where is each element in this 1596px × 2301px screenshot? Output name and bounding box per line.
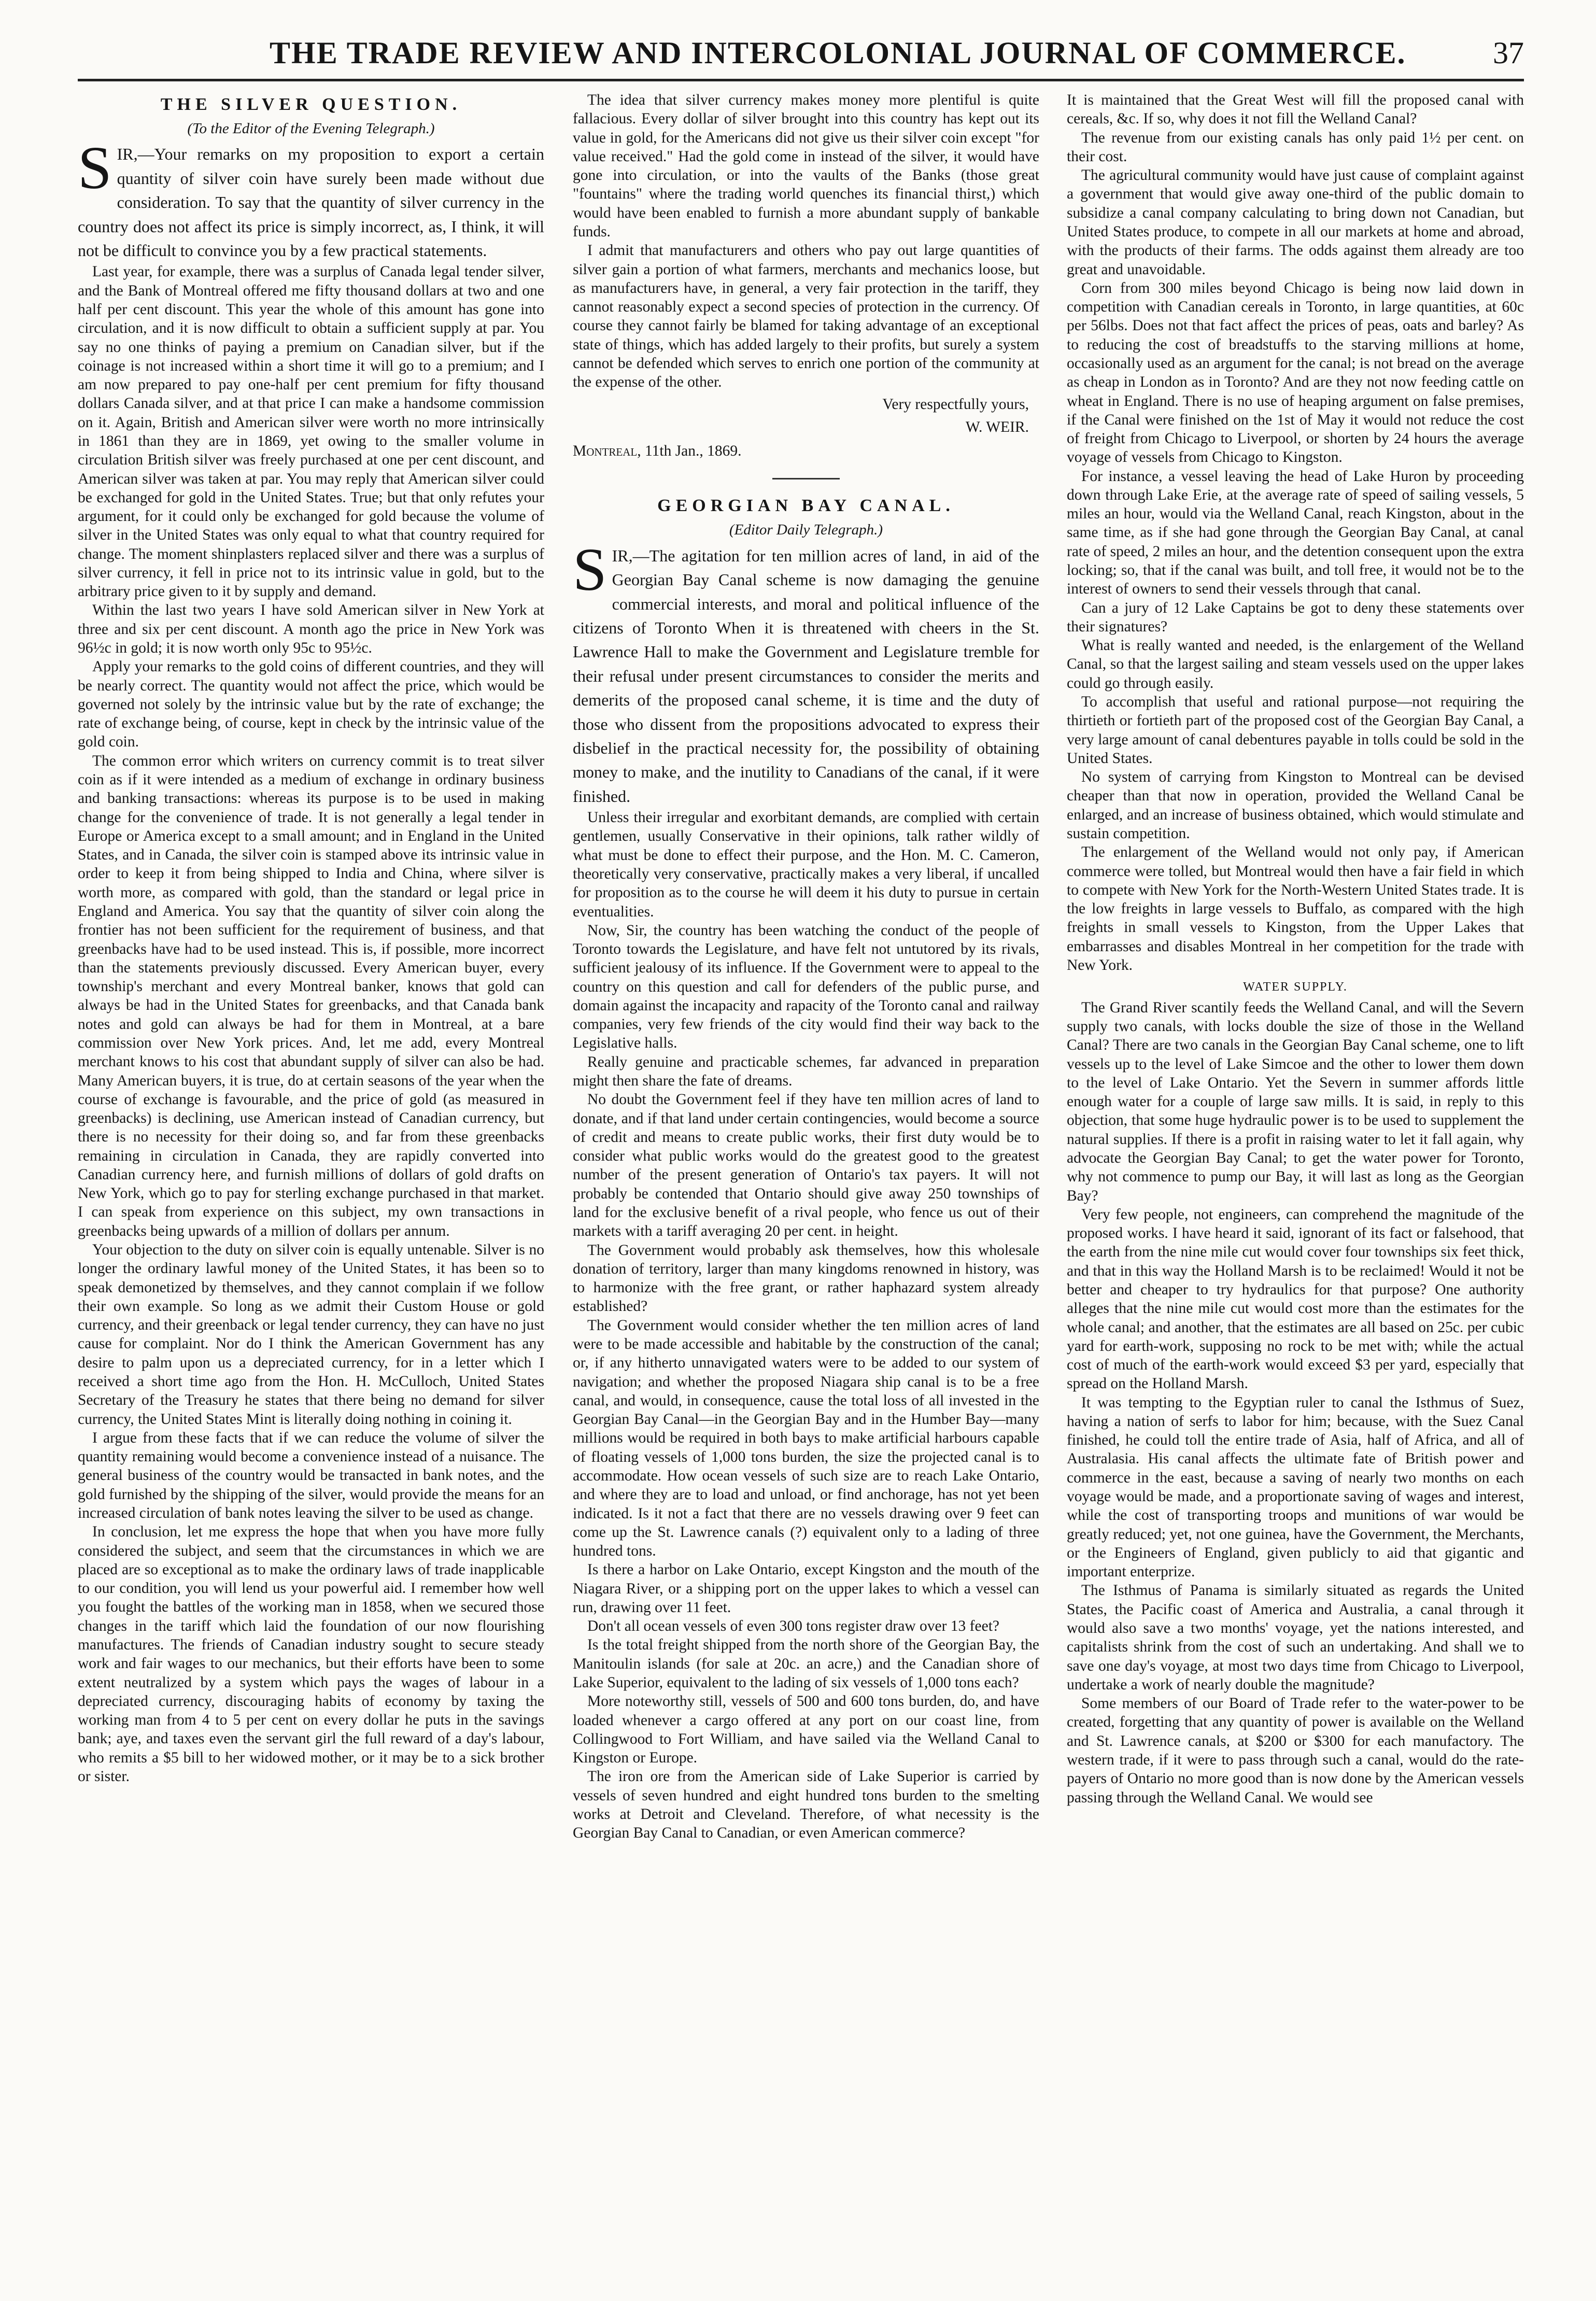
closing-line: Very respectfully yours, (882, 396, 1029, 413)
article-paragraph: To accomplish that useful and rational purpose—not requiring the thirtieth or fortieth part of the proposed cost of the Georgian Bay Canal, a very large amount of canal debentures payable in tolls could be sold in the United States. (1067, 694, 1524, 767)
article-paragraph: Apply your remarks to the gold coins of different countries, and they will be nearly correct. The quantity would not affect the price, which would be governed not solely by the intrinsic value but by the rate of exchange; the rate of exchange being, of course, kept in check by the intrinsic value of the gold coin. (78, 658, 544, 751)
article-paragraph: Really genuine and practicable schemes, far advanced in preparation might then share the fate of dreams. (573, 1053, 1039, 1090)
dateline (573, 442, 1039, 460)
silver-lead-paragraph (78, 134, 544, 262)
article-paragraph: No doubt the Government feel if they have ten million acres of land to donate, and if that land under certain contingencies, would become a source of credit and means to create public works, their first duty would be to consider what public works would do the greatest good to the greatest number of the present generation of Ontario's tax payers. It will not probably be contended that Ontario should give away 250 townships of land for the exclusive benefit of a rival people, who fence us out of their markets with a tariff averaging 20 per cent. in height. (573, 1091, 1039, 1240)
article-paragraph: Last year, for example, there was a surplus of Canada legal tender silver, and the Bank of Montreal offered me fifty thousand dollars at two and one half per cent discount. This year the whole of this amount has gone into circulation, and it is now difficult to obtain a sufficient supply at par. You say no one thinks of paying a premium on Canadian silver, but if the coinage is not increased within a short time it will go to a premium; and I am now prepared to pay one-half per cent premium for fifty thousand dollars Canada silver, and at that price I can make a handsome commission on it. Again, British and American silver were worth no more intrinsically in 1861 than they are in 1869, yet owing to the smaller volume in circulation British silver was freely purchased at one per cent discount, and American silver was taken at par. You may reply that American silver could be exchanged for gold in the United States. True; but that only refutes your argument, for it could only be exchanged for gold because the volume of silver in the United States was only equal to what that country required for change. The moment shinplasters replaced silver and there was a surplus of silver currency, it fell in price not to its intrinsic value in gold, but to the arbitrary price given to it by supply and demand. (78, 263, 544, 600)
article-paragraph: The common error which writers on currency commit is to treat silver coin as if it were intended as a medium of exchange in ordinary business and banking transactions: whereas its purpose is to be used in making change for the convenience of trade. It is not generally a legal tender in Europe or America except to a small amount; and in England in the United States, and in Canada, the silver coin is stamped above its intrinsic value in order to keep it from being shipped to India and China, where silver is worth more, as compared with gold, than the standard or legal price in England and America. You say that the quantity of silver coin along the frontier has not been sufficient for the requirement of business, and that greenbacks have had to be used instead. This is, if possible, more incorrect than the statements previously discussed. Every American buyer, every township's merchant and every Montreal banker, knows that gold can always be had in the United States for greenbacks, and that Canada bank notes and gold can always be had for them in Montreal, at a bare commission over New York prices. And, let me add, every Montreal merchant knows to his cost that abundant supply of silver can also be had. Many American buyers, it is true, do at certain seasons of the year when the course of exchange is favourable, and the price of gold (as measured in greenbacks) is declining, use American instead of Canadian currency, but there is no necessity for their doing so, and far from these greenbacks remaining in circulation in Canada, they are rapidly converted into Canadian currency here, and furnish millions of dollars of gold drafts on New York, which go to pay for sterling exchange purchased in that market. I can speak from experience on this subject, my own transactions in greenbacks being upwards of a million of dollars per annum. (78, 752, 544, 1239)
article-paragraph: Don't all ocean vessels of even 300 tons register draw over 13 feet? (587, 1618, 999, 1635)
article-paragraph: The iron ore from the American side of Lake Superior is carried by vessels of seven hundred and eight hundred tons burden to the smelting works at Detroit and Cleveland. Therefore, of what necessity is the Georgian Bay Canal to Canadian, or even American commerce? (573, 1768, 1039, 1842)
silver-question-heading: THE SILVER QUESTION. (160, 95, 462, 114)
article-paragraph: I argue from these facts that if we can reduce the volume of silver the quantity remaining would become a convenience instead of a nuisance. The general business of the country would be transacted in bank notes, and the gold furnished by the shipping of the silver, would provide the means for an increased circulation of bank notes leaving the silver to be used as change. (78, 1429, 544, 1521)
drop-cap: S (78, 134, 112, 202)
georgian-lead-paragraph (573, 535, 1039, 808)
article-paragraph: No system of carrying from Kingston to Montreal can be devised cheaper than that now in operation, provided the Welland Canal be enlarged, and an increase of business obtained, which would stimulate and sustain competition. (1067, 769, 1524, 842)
article-paragraph: More noteworthy still, vessels of 500 and 600 tons burden, do, and have loaded whenever a cargo offered at any port on our coast line, from Collingwood to Fort William, and have sailed via the Welland Canal to Kingston or Europe. (573, 1693, 1039, 1767)
page-number: 37 (1493, 36, 1524, 70)
article-paragraph: It was tempting to the Egyptian ruler to canal the Isthmus of Suez, having a nation of serfs to labor for him; because, with the Suez Canal finished, he could toll the entire trade of Asia, half of Africa, and all of Australasia. His canal affects the ultimate fate of British power and commerce in the east, because a saving of nearly two months on each voyage would be made, and a proportionate saving of wages and interest, while the cost of transporting troops and munitions of war would be greatly reduced; yet, not one guinea, have the Government, the Merchants, or the Engineers of England, given publicly to aid that gigantic and important enterprize. (1067, 1394, 1524, 1580)
georgian-bay-heading: GEORGIAN BAY CANAL. (657, 496, 955, 516)
article-paragraph: Can a jury of 12 Lake Captains be got to deny these statements over their signatures? (1067, 599, 1524, 635)
journal-title: THE TRADE REVIEW AND INTERCOLONIAL JOURNAL OF COMMERCE. (270, 36, 1406, 70)
georgian-bay-subheading: (Editor Daily Telegraph.) (729, 521, 883, 539)
article-paragraph: The Grand River scantily feeds the Welland Canal, and will the Severn supply two canals, with locks double the size of those in the Welland Canal? There are two canals in the Georgian Bay Canal scheme, one to lift vessels up to the level of Lake Simcoe and the other to lower them down to the level of Lake Ontario. Yet the Severn in summer affords little enough water for a couple of large saw mills. It is said, in reply to this objection, that some huge hydraulic power is to be used to supplement the natural supplies. If there is a profit in raising water to let it fall again, why advocate the Georgian Bay Canal; to get the water power for Toronto, why not commence to pump our Bay, it will last as long as the Georgian Bay? (1067, 999, 1524, 1204)
page-header (78, 32, 1524, 81)
article-paragraph: What is really wanted and needed, is the enlargement of the Welland Canal, so that the largest sailing and steam vessels used on the upper lakes could go through easily. (1067, 637, 1524, 691)
article-paragraph: I admit that manufacturers and others who pay out large quantities of silver gain a portion of what farmers, merchants and mechanics loose, but as manufacturers have, in general, a very fair protection in the tariff, they cannot reasonably expect a second species of protection in the currency. Of course they cannot fairly be blamed for taking advantage of an exceptional state of things, which has added largely to their profits, but surely a system cannot be defended which serves to enrich one portion of the community at the expense of the other. (573, 242, 1039, 391)
article-paragraph: Very few people, not engineers, can comprehend the magnitude of the proposed works. I have heard it said, ignorant of its fact or falsehood, that the earth from the nine mile cut would cover four townships six feet thick, and that in this way the Holland Marsh is to be reclaimed! Would it not be better and cheaper to try hydraulics for that purpose? One authority alleges that the nine mile cut would cost more than the estimates for the whole canal; and another, that the estimates are all based on 25c. per cubic yard for earth-work, supposing no rock to be met with; while the actual cost of much of the earth-work would exceed $3 per yard, especially that spread on the Holland Marsh. (1067, 1206, 1524, 1392)
dateline-city: Montreal, (573, 443, 641, 460)
dateline-date: 11th Jan., 1869. (644, 443, 742, 460)
article-paragraph: The Government would probably ask themselves, how this wholesale donation of territory, larger than many kingdoms renowned in history, was to harmonize with the free grant, or rather haphazard system already established? (573, 1241, 1039, 1315)
article-paragraph: Some members of our Board of Trade refer to the water-power to be created, forgetting that any quantity of power is available on the Welland and St. Lawrence canals, at $200 or $300 for each manufactory. The western trade, if it were to pass through such a canal, would do the rate-payers of Ontario no more good than is now done by the American vessels passing through the Welland Canal. We would see (1067, 1695, 1524, 1806)
article-paragraph: Unless their irregular and exorbitant demands, are complied with certain gentlemen, usually Conservative in their opinions, talk rather wildly of what must be done to effect their purpose, and the Hon. M. C. Cameron, theoretically very conservative, practically makes a very liberal, if uncalled for proposition as to the course he will deem it his duty to pursue in certain eventualities. (573, 809, 1039, 920)
article-paragraph: Corn from 300 miles beyond Chicago is being now laid down in competition with Canadian cereals in Toronto, in large quantities, at 60c per 56lbs. Does not that fact affect the prices of peas, oats and barley? As to reducing the cost of breadstuffs to the starving millions at home, occasionally used as an argument for the canal; is not bread on the average as cheap in London as in Toronto? And are they not now feeding cattle on wheat in England. There is no use of heaping argument on false premises, if the Canal were finished on the 1st of May it would not reduce the cost of freight from Chicago to Liverpool, or shorten by 24 hours the average voyage of vessels from Chicago to Kingston. (1067, 279, 1524, 466)
article-paragraph: The Government would consider whether the ten million acres of land were to be made accessible and habitable by the construction of the canal; or, if any hitherto unnavigated waters were to be added to our system of navigation; and whether the proposed Niagara ship canal is to be a free canal, and would, in consequence, cause the total loss of all invested in the Georgian Bay Canal—in the Georgian Bay and in the Humber Bay—many millions would be required in both bays to make artificial harbours capable of floating vessels of 1,000 tons burden, the size the projected canal is to accommodate. How ocean vessels of such size are to reach Lake Ontario, and where they are to load and unload, or find anchorage, has not yet been indicated. Is it not a fact that there are no vessels drawing over 9 feet can come up the St. Lawrence canals (?) equivalent only to a lading of three hundred tons. (573, 1317, 1039, 1560)
article-paragraph: It is maintained that the Great West will fill the proposed canal with cereals, &c. If so, why does it not fill the Welland Canal? (1067, 92, 1524, 128)
article-paragraph: The enlargement of the Welland would not only pay, if American commerce were tolled, but Montreal would then have a fair field in which to compete with New York for the North-Western United States trade. It is the low freights in large vessels to Buffalo, as compared with the high freights in small vessels to Kingston, from the Upper Lakes that embarrasses and disables Montreal in her competition for the trade with New York. (1067, 844, 1524, 973)
silver-lead-text: IR,—Your remarks on my proposition to export a certain quantity of silver coin have surely been made without due consideration. To say that the quantity of silver currency in the country does not affect its price is simply incorrect, as, I think, it will not be difficult to convince you by a few practical statements. (78, 145, 544, 260)
article-paragraph: Is the total freight shipped from the north shore of the Georgian Bay, the Manitoulin islands (for sale at 20c. an acre,) and the Canadian shore of Lake Superior, equivalent to the lading of six vessels of 1,000 tons each? (573, 1636, 1039, 1691)
column-2 (573, 91, 1039, 2283)
article-paragraph: For instance, a vessel leaving the head of Lake Huron by proceeding down through Lake Erie, at the average rate of speed of sailing vessels, 5 miles an hour, would via the Welland Canal, reach Kingston, about in the same time, as if she had gone through the Georgian Bay Canal, at canal rate of speed, 2 miles an hour, and the detention consequent upon the extra locking; so, that if the canal was built, and toll free, it would not be to the interest of owners to send their vessels through that canal. (1067, 468, 1524, 598)
signature: W. WEIR. (965, 418, 1029, 435)
article-paragraph: The agricultural community would have just cause of complaint against a government that would give away one-third of the public domain to subsidize a canal company calculating to bring down not Canadian, but United States produce, to compete in all our markets at home and abroad, with the products of their farms. The odds against them already are too great and unavoidable. (1067, 167, 1524, 278)
column-3 (1067, 91, 1524, 2283)
georgian-lead-text: IR,—The agitation for ten million acres of land, in aid of the Georgian Bay Canal scheme is now damaging the genuine commercial interests, and moral and political influence of the citizens of Toronto When it is threatened with cheers in the St. Lawrence Hall to make the Government and Legislature tremble for their refusal under present circumstances to consider the merits and demerits of the proposed canal scheme, it is time and the duty of those who dissent from the propositions advocated to express their disbelief in the practical necessity for, the possibility of obtaining money to make, and the inutility to Canadians of the canal, if it were finished. (573, 546, 1039, 806)
silver-question-subheading: (To the Editor of the Evening Telegraph.) (187, 120, 435, 137)
article-paragraph: The Isthmus of Panama is similarly situated as regards the United States, the Pacific coast of America and Australia, a canal through it would also save a two months' voyage, yet the nations interested, and capitalists shrink from the cost of such an undertaking. And shall we to save one day's voyage, at most two days time from Chicago to Liverpool, undertake a work of nearly double the magnitude? (1067, 1582, 1524, 1693)
article-paragraph: The idea that silver currency makes money more plentiful is quite fallacious. Every dollar of silver brought into this country has kept out its value in gold, for the Americans did not give us their silver coin except "for value received." Had the gold come in instead of the silver, it would have gone into circulation, or into the vaults of the Banks (those great "fountains" where the trading world quenches its financial thirst,) which would have been enabled to furnish a more abundant supply of bankable funds. (573, 92, 1039, 240)
drop-cap: S (573, 535, 607, 603)
water-supply-heading: WATER SUPPLY. (1243, 980, 1348, 994)
article-paragraph: In conclusion, let me express the hope that when you have more fully considered the subject, and seem that the circumstances in which we are placed are so exceptional as to make the ordinary laws of trade inapplicable to our condition, you will lend us your powerful aid. I remember how well you fought the battles of the working man in 1858, when we secured those changes in the tariff which laid the foundation of our now flourishing manufactures. The friends of Canadian industry sought to secure steady work and fair wages to our mechanics, but their efforts have been to some extent neutralized by a system which pays the wages of labour in a depreciated currency, discouraging habits of economy by taxing the working man from 4 to 5 per cent on every dollar he puts in the savings bank; aye, and taxes even the servant girl the full reward of a day's labour, who remits a $5 bill to her widowed mother, or it may be to a sick brother or sister. (78, 1523, 544, 1785)
article-paragraph: Within the last two years I have sold American silver in New York at three and six per cent discount. A month ago the price in New York was 96½c in gold; it is now worth only 95c to 95½c. (78, 602, 544, 657)
article-paragraph: Your objection to the duty on silver coin is equally untenable. Silver is no longer the ordinary lawful money of the United States, it has been so to speak demonetized by themselves, and they cannot complain if we follow their own example. So long as we admit their Custom House or gold currency, and their greenback or legal tender currency, they can have no just cause for complaint. Nor do I think the American Government has any desire to palm upon us a depreciated currency, for in a letter which I received a short time ago from the Hon. H. McCulloch, United States Secretary of the Treasury he states that there being no demand for silver currency, the United States Mint is literally doing nothing in coining it. (78, 1241, 544, 1428)
article-paragraph: Is there a harbor on Lake Ontario, except Kingston and the mouth of the Niagara River, or a shipping port on the upper lakes to which a vessel can run, drawing over 11 feet. (573, 1561, 1039, 1616)
article-paragraph: The revenue from our existing canals has only paid 1½ per cent. on their cost. (1067, 129, 1524, 165)
article-paragraph: Now, Sir, the country has been watching the conduct of the people of Toronto towards the Legislature, and have felt not untutored by its rivals, sufficient jealousy of its influence. If the Government were to appeal to the country on this question and call for defenders of the public purse, and domain against the incapacity and rapacity of the Toronto canal and railway companies, very few friends of the city would find their way back to the Legislative halls. (573, 922, 1039, 1052)
section-divider (772, 478, 840, 479)
column-1 (78, 91, 544, 2283)
